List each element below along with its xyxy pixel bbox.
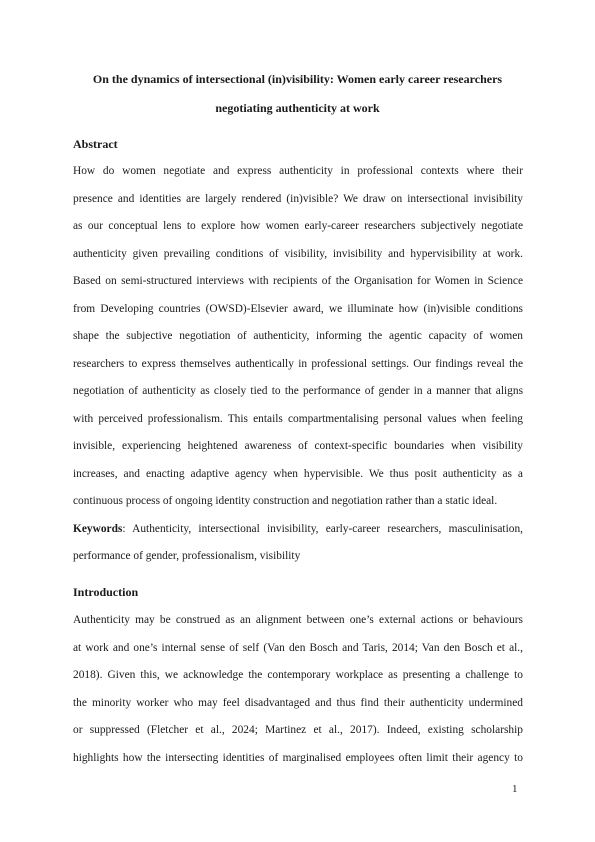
keywords-list: : Authenticity, intersectional invisibility, early-career researchers, masculinisation, bbox=[122, 523, 523, 535]
abstract-line: as our conceptual lens to explore how women early-career researchers subjectively negotiate bbox=[73, 220, 523, 232]
abstract-line: researchers to express themselves authentically in professional settings. Our findings reveal the bbox=[73, 358, 523, 370]
abstract-line: authenticity given prevailing conditions of visibility, invisibility and hypervisibility at work. bbox=[73, 248, 523, 260]
introduction-heading: Introduction bbox=[73, 585, 139, 599]
abstract-line: presence and identities are largely rendered (in)visible? We draw on intersectional invisibility bbox=[73, 193, 523, 205]
abstract-line: with perceived professionalism. This entails compartmentalising personal values when feeling bbox=[73, 413, 523, 425]
abstract-line: negotiation of authenticity as closely tied to the performance of gender in a manner that aligns bbox=[73, 385, 523, 397]
introduction-line: or suppressed (Fletcher et al., 2024; Martinez et al., 2017). Indeed, existing scholarship bbox=[73, 724, 523, 736]
paper-title-line-1: On the dynamics of intersectional (in)visibility: Women early career researchers bbox=[92, 72, 503, 86]
introduction-line: at work and one’s internal sense of self (Van den Bosch and Taris, 2014; Van den Bosch et al., bbox=[73, 642, 523, 654]
page-number: 1 bbox=[512, 783, 518, 795]
abstract-line: continuous process of ongoing identity construction and negotiation rather than a static ideal. bbox=[73, 495, 498, 507]
keywords-label: Keywords bbox=[73, 523, 123, 535]
paper-title-line-2: negotiating authenticity at work bbox=[215, 101, 380, 115]
abstract-line: shape the subjective negotiation of authenticity, informing the agentic capacity of women bbox=[73, 330, 523, 342]
keywords-line-2: performance of gender, professionalism, visibility bbox=[73, 550, 301, 562]
abstract-line: Based on semi-structured interviews with recipients of the Organisation for Women in Science bbox=[73, 275, 523, 287]
abstract-line: increases, and enacting adaptive agency when hypervisible. We thus posit authenticity as a bbox=[73, 468, 523, 480]
introduction-line: 2018). Given this, we acknowledge the contemporary workplace as presenting a challenge to bbox=[73, 669, 523, 681]
introduction-line: highlights how the intersecting identities of marginalised employees often limit their agency to bbox=[73, 752, 523, 764]
keywords-line bbox=[73, 522, 523, 536]
introduction-line: Authenticity may be construed as an alignment between one’s external actions or behaviours bbox=[73, 614, 523, 626]
introduction-line: the minority worker who may feel disadvantaged and thus find their authenticity undermined bbox=[73, 697, 523, 709]
abstract-line: from Developing countries (OWSD)-Elsevier award, we illuminate how (in)visible conditions bbox=[73, 303, 523, 315]
abstract-line: How do women negotiate and express authenticity in professional contexts where their bbox=[73, 165, 523, 177]
abstract-line: invisible, experiencing heightened awareness of context-specific boundaries when visibility bbox=[73, 440, 523, 452]
abstract-heading: Abstract bbox=[73, 137, 118, 151]
